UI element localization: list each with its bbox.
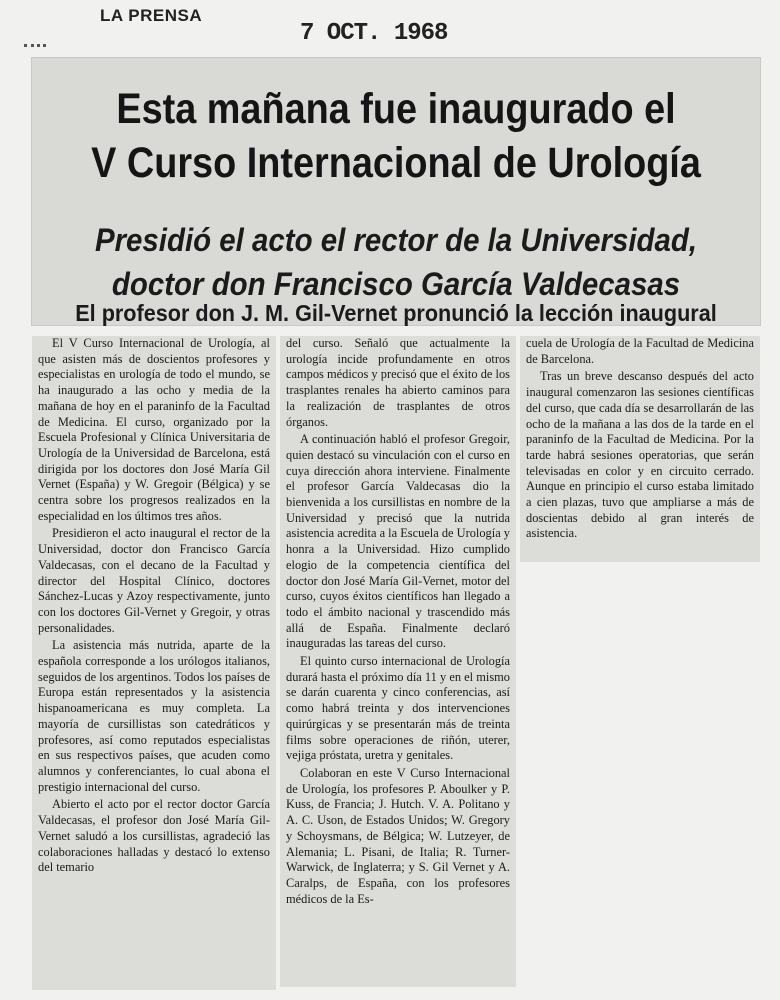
paragraph: El V Curso Internacional de Urología, al que asisten más de doscientos profesores y especialistas en urología de todo el mundo, se ha inaugurado a las ocho y media de la mañana de hoy en el paraninfo de la Facultad de Medicina. El curso, organizado por la Escuela Profesional y Clínica Universitaria de Urología de la Universidad de Barcelona, está dirigida por los doctores don José María Gil Vernet (España) y W. Gregoir (Bélgica) y se centra sobre los progresos realizados en la especialidad en los últimos tres años.: [38, 336, 270, 523]
article-column-2: [280, 336, 516, 987]
paragraph: Abierto el acto por el rector doctor García Valdecasas, el profesor don José María Gil-Vernet saludó a los cursillistas, agradeció las colaboraciones halladas y destacó lo extenso del temario: [38, 797, 270, 875]
paragraph: A continuación habló el profesor Gregoir, quien destacó su vinculación con el curso en cuya dirección ahora interviene. Finalmente el profesor García Valdecasas dio la bienvenida a los cursillistas en nombre de la Universidad y precisó que la nutrida asistencia acredita a la Escuela de Urología y honra a la Universidad. Hizo cumplido elogio de la competencia científica del doctor don José María Gil-Vernet, motor del curso, cuyos éxitos científicos han llegado a todo el ámbito nacional y trascendido más allá de España. Finalmente declaró inauguradas las tareas del curso.: [286, 432, 510, 651]
paragraph: Colaboran en este V Curso Internacional de Urología, los profesores P. Aboulker y P. Kuss, de Francia; J. Hutch. V. A. Politano y A. C. Uson, de Estados Unidos; W. Gregory y Schoysmans, de Bélgica; W. Lutzeyer, de Alemania; L. Pisani, de Italia; R. Turner-Warwick, de Inglaterra; y S. Gil Vernet y A. Caralps, de España, con los profesores médicos de la Es-: [286, 765, 510, 906]
headline: [76, 82, 717, 190]
blank-page-area: [520, 562, 780, 1000]
paragraph: del curso. Señaló que actualmente la urología incide profundamente en otros campos médicos y precisó que el éxito de los trasplantes renales ha abierto caminos para la realización de trasplantes de otros órganos.: [286, 336, 510, 429]
headline-line-2: V Curso Internacional de Urología: [91, 139, 701, 187]
article-column-1: [32, 336, 276, 990]
paragraph: El quinto curso internacional de Urología durará hasta el próximo día 11 y en el mismo se darán cuarenta y cinco conferencias, así como habrá treinta y dos intervenciones quirúrgicas y se presentarán más de treinta films sobre operaciones de riñón, uterer, vejiga próstata, uretra y genitales.: [286, 654, 510, 763]
paragraph: La asistencia más nutrida, aparte de la española corresponde a los urólogos italianos, seguidos de los argentinos. Todos los países de Europa están representados y la asistencia hispanoamericana es muy completa. La mayoría de cursillistas son catedráticos y profesores, así como reputados especialistas en sus respectivos países, que acuden como alumnos y conferenciantes, lo cual abona el prestigio internacional del curso.: [38, 638, 271, 794]
headline-line-1: Esta mañana fue inaugurado el: [116, 85, 676, 133]
ink-speck: [24, 44, 46, 51]
subheadline: [61, 218, 731, 306]
paragraph: cuela de Urología de la Facultad de Medicina de Barcelona.: [526, 336, 754, 366]
date-stamp: 7 OCT. 1968: [300, 20, 448, 47]
subheadline-line-2: doctor don Francisco García Valdecasas: [111, 266, 681, 302]
newspaper-stamp: LA PRENSA: [100, 6, 203, 25]
paragraph: Tras un breve descanso después del acto inaugural comenzaron las sesiones científicas del curso, que cada día se desarrollarán de las ocho de la mañana a las dos de la tarde en el paraninfo de la Facultad de Medicina. Por la tarde habrá sesiones operatorias, que serán televisadas en color y en circuito cerrado. Aunque en principio el curso estaba limitado a cien plazas, tuvo que ampliarse a más de doscientas debido al gran interés de asistencia.: [526, 369, 754, 541]
subheadline-line-1: Presidió el acto el rector de la Universidad,: [94, 222, 698, 258]
headline-block: [32, 58, 760, 325]
paragraph: Presidieron el acto inaugural el rector de la Universidad, doctor don Francisco García Valdecasas, con el decano de la Facultad y director del Hospital Clínico, doctores Sánchez-Lucas y Azoy respectivamente, junto con los doctores Gil-Vernet y Gregoir, y otras personalidades.: [38, 526, 270, 635]
article-column-3: [520, 336, 760, 562]
deck-line: El profesor don J. M. Gil-Vernet pronunció la lección inaugural: [75, 300, 717, 326]
